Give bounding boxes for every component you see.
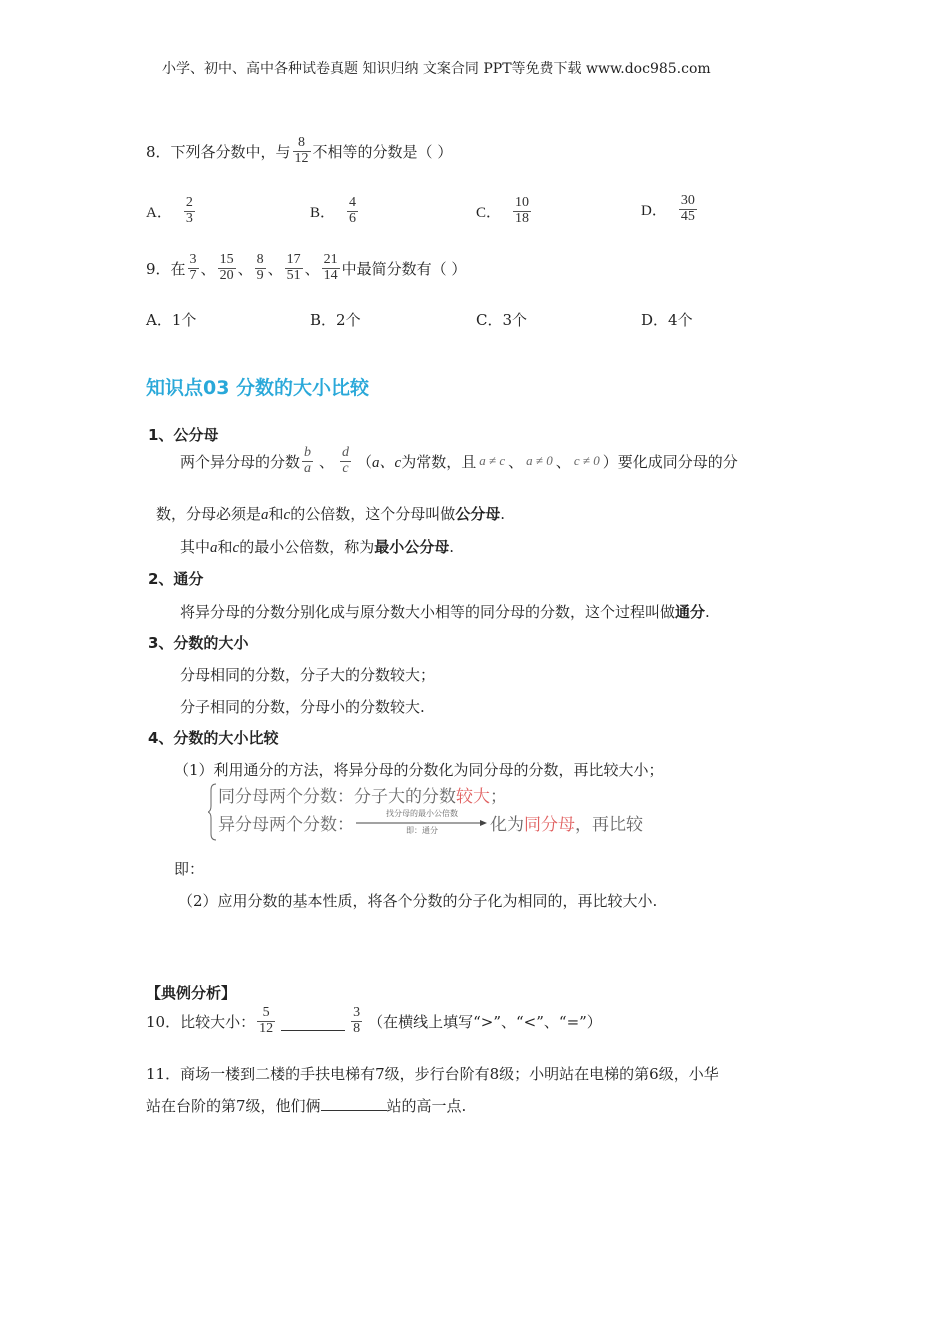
s2-text <box>180 601 710 622</box>
text: 同分母两个分数：分子大的分数 <box>218 787 456 807</box>
fraction-num: b <box>304 445 312 460</box>
text: （ <box>357 452 373 471</box>
text: ，再比较 <box>575 815 643 836</box>
s4-ji: 即： <box>174 860 205 878</box>
text: . <box>705 603 710 621</box>
arrow-bottom-label: 即：通分 <box>406 825 438 835</box>
fraction-b-over-a <box>302 446 313 476</box>
term-least-common-denominator: 最小公分母 <box>374 538 450 556</box>
fraction-den: a <box>304 460 312 476</box>
variable-a: a <box>261 507 269 523</box>
q9-fraction-3 <box>255 253 266 283</box>
variable-a: a <box>210 540 218 556</box>
examples-title: 【典例分析】 <box>146 984 237 1002</box>
q8-option-d[interactable] <box>641 194 699 224</box>
option-fraction <box>513 196 531 226</box>
q10-fraction-1 <box>257 1006 275 1036</box>
fraction-den: 18 <box>515 210 530 226</box>
text: ）要化成同分母的分 <box>602 452 738 471</box>
comparison-brace-diagram <box>208 782 668 842</box>
fraction-num: 15 <box>219 252 234 267</box>
fraction-num: 3 <box>353 1005 361 1020</box>
text: 数，分母必须是 <box>156 505 262 523</box>
arrow-top-label: 找分母的最小公倍数 <box>386 809 458 818</box>
subsection-3-title: 3、分数的大小 <box>148 634 249 652</box>
fraction-den: 45 <box>680 208 695 224</box>
arrow-with-labels <box>356 810 488 836</box>
fraction-num: 4 <box>349 195 357 210</box>
q8-fraction <box>293 136 311 166</box>
fraction-den: 7 <box>189 267 197 283</box>
variable-c: c <box>232 540 240 556</box>
brace-line-2 <box>218 810 643 836</box>
condition-a-neq-0: a ≠ 0 <box>526 453 553 469</box>
fraction-d-over-c <box>340 446 351 476</box>
subsection-2-title: 2、通分 <box>148 570 204 588</box>
text: 将异分母的分数分别化成与原分数大小相等的同分母的分数，这个过程叫做 <box>180 603 676 621</box>
q8-prefix: 8．下列各分数中，与 <box>146 142 291 161</box>
fraction-den: 9 <box>256 267 264 283</box>
fraction-den: 20 <box>219 267 234 283</box>
variable-c: c <box>283 507 291 523</box>
q8-suffix: 不相等的分数是（ ） <box>312 142 453 161</box>
right-arrow-icon <box>356 819 488 827</box>
term-common-denominator: 公分母 <box>455 505 501 523</box>
option-label: A． <box>146 204 172 221</box>
q10-fraction-2 <box>351 1006 362 1036</box>
variable-a-c: a、c <box>372 454 402 471</box>
q9-option-c[interactable]: C．3个 <box>476 311 528 329</box>
q10-suffix: （在横线上填写“>”、“<”、“=”） <box>368 1012 602 1031</box>
text: ； <box>490 787 507 807</box>
q11-line-2 <box>146 1094 466 1116</box>
text: 的最小公倍数，称为 <box>239 538 375 556</box>
q10-prefix: 10．比较大小： <box>146 1012 256 1031</box>
q9-option-d[interactable]: D．4个 <box>641 311 693 329</box>
brace-line-1 <box>218 782 507 807</box>
q9-fraction-5 <box>322 253 340 283</box>
fraction-den: 51 <box>286 267 301 283</box>
highlight-same-denominator: 同分母 <box>524 815 575 836</box>
s3-line-2: 分子相同的分数，分母小的分数较大. <box>180 698 425 716</box>
s1-line-3 <box>180 536 454 557</box>
q9-option-b[interactable]: B．2个 <box>310 311 361 329</box>
question-8 <box>146 136 452 166</box>
page-header: 小学、初中、高中各种试卷真题 知识归纳 文案合同 PPT等免费下载 www.doc985.com <box>162 61 711 77</box>
separator: 、 <box>237 259 253 278</box>
fraction-den: 3 <box>185 210 193 226</box>
text: 为常数，且 <box>401 452 477 471</box>
fraction-den: 14 <box>323 267 338 283</box>
option-fraction <box>184 196 195 226</box>
separator: 、 <box>319 452 335 471</box>
option-fraction <box>679 194 697 224</box>
s1-line-2 <box>156 503 505 524</box>
brace-icon <box>208 782 218 842</box>
separator: 、 <box>508 452 524 471</box>
q8-option-a[interactable] <box>146 196 197 226</box>
fraction-num: d <box>342 445 350 460</box>
fraction-num: 21 <box>323 252 338 267</box>
q9-option-a[interactable]: A．1个 <box>146 311 197 329</box>
q8-option-c[interactable] <box>476 196 533 226</box>
fraction-num: 10 <box>515 195 530 210</box>
q8-option-b[interactable] <box>310 196 360 226</box>
q9-fraction-4 <box>285 253 303 283</box>
fraction-num: 30 <box>680 193 695 208</box>
fraction-num: 2 <box>185 195 193 210</box>
q10-answer-blank[interactable] <box>281 1012 345 1031</box>
q9-suffix: 中最简分数有（ ） <box>341 259 467 278</box>
highlight-larger: 较大 <box>456 787 490 807</box>
term-reduction: 通分 <box>675 603 706 621</box>
text: 的公倍数，这个分母叫做 <box>290 505 456 523</box>
s3-line-1: 分母相同的分数，分子大的分数较大； <box>180 666 436 684</box>
text: 两个异分母的分数 <box>180 452 301 471</box>
separator: 、 <box>200 259 216 278</box>
text: 化为 <box>490 815 524 836</box>
fraction-den: 8 <box>353 1020 361 1036</box>
question-10 <box>146 1006 602 1036</box>
text: 和 <box>217 538 233 556</box>
section-title: 知识点03 分数的大小比较 <box>146 377 370 399</box>
text: . <box>500 505 506 523</box>
option-label: C． <box>476 204 502 221</box>
subsection-4-title: 4、分数的大小比较 <box>148 729 279 747</box>
fraction-den: 6 <box>349 210 357 226</box>
fraction-den: 12 <box>259 1020 274 1036</box>
text: 站的高一点. <box>386 1097 467 1115</box>
condition-a-neq-c: a ≠ c <box>479 453 506 469</box>
fraction-num: 8 <box>256 252 264 267</box>
text: 和 <box>268 505 284 523</box>
text: 异分母两个分数： <box>218 815 354 836</box>
condition-c-neq-0: c ≠ 0 <box>573 453 600 469</box>
q9-fraction-2 <box>218 253 236 283</box>
q9-prefix: 9．在 <box>146 259 186 278</box>
text: 站在台阶的第7级，他们俩 <box>146 1097 321 1115</box>
q8-fraction-num: 8 <box>298 135 306 150</box>
s4-item-2: （2）应用分数的基本性质，将各个分数的分子化为相同的，再比较大小. <box>178 892 658 910</box>
fraction-num: 3 <box>189 252 197 267</box>
subsection-1-title: 1、公分母 <box>148 426 219 444</box>
q11-answer-blank[interactable] <box>321 1094 387 1111</box>
separator: 、 <box>304 259 320 278</box>
q11-line-1: 11．商场一楼到二楼的手扶电梯有7级，步行台阶有8级；小明站在电梯的第6级，小华 <box>146 1065 719 1083</box>
option-fraction <box>347 196 358 226</box>
fraction-num: 17 <box>286 252 301 267</box>
q9-fraction-1 <box>188 253 199 283</box>
text: 其中 <box>180 538 211 556</box>
fraction-num: 5 <box>262 1005 270 1020</box>
option-label: B． <box>310 204 336 221</box>
option-label: D． <box>641 202 667 219</box>
s1-line-1 <box>180 446 738 476</box>
separator: 、 <box>555 452 571 471</box>
fraction-den: c <box>342 460 349 476</box>
question-9 <box>146 253 466 283</box>
text: . <box>449 538 455 556</box>
q8-fraction-den: 12 <box>294 150 309 166</box>
s4-item-1: （1）利用通分的方法，将异分母的分数化为同分母的分数，再比较大小； <box>174 761 664 779</box>
separator: 、 <box>267 259 283 278</box>
